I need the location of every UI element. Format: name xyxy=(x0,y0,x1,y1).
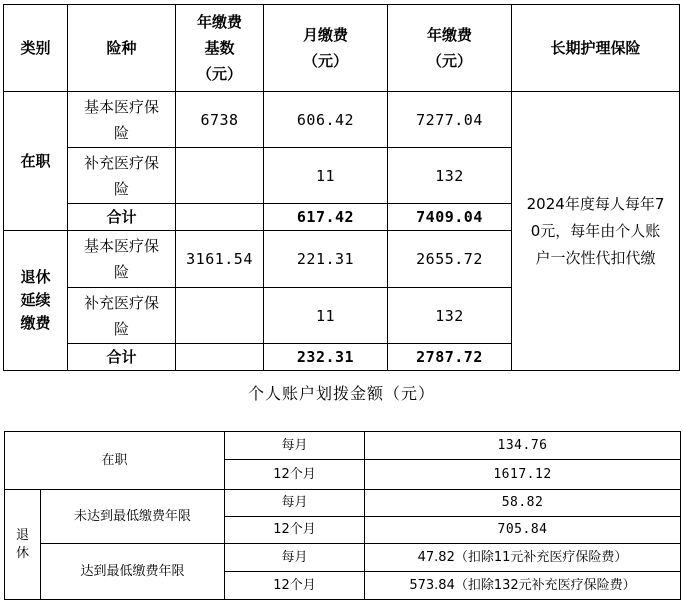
alloc-employed-12-value: 1617.12 xyxy=(365,460,681,490)
header-annual-l2: （元） xyxy=(426,52,472,70)
employed-label: 在职 xyxy=(4,92,68,231)
retired-total-monthly: 232.31 xyxy=(264,344,388,371)
retired-label xyxy=(4,231,68,371)
alloc-retired-l2: 休 xyxy=(15,545,29,561)
employed-basic-annual: 7277.04 xyxy=(388,92,512,148)
header-monthly-l2: （元） xyxy=(302,52,348,70)
retired-label-l3: 缴费 xyxy=(20,314,51,332)
employed-basic-base: 6738 xyxy=(176,92,264,148)
employed-basic-label xyxy=(68,92,176,148)
header-base-l2: 基数 xyxy=(204,39,235,57)
retired-label-l1: 退休 xyxy=(20,268,51,286)
employed-total-annual: 7409.04 xyxy=(388,204,512,231)
retired-supp-label xyxy=(68,288,176,344)
retired-label-l2: 延续 xyxy=(20,291,51,309)
header-monthly xyxy=(264,5,388,92)
retired-basic-monthly: 221.31 xyxy=(264,231,388,288)
header-category: 类别 xyxy=(4,5,68,92)
employed-supp-l2: 险 xyxy=(113,179,129,198)
alloc-reached-monthly-value: 47.82（扣除11元补充医疗保险费） xyxy=(365,544,681,572)
alloc-not-reached-12-value: 705.84 xyxy=(365,517,681,544)
header-annual-l1: 年缴费 xyxy=(426,26,472,44)
retired-total-annual: 2787.72 xyxy=(388,344,512,371)
retired-supp-base xyxy=(176,288,264,344)
header-insurance: 险种 xyxy=(68,5,176,92)
header-ltc: 长期护理保险 xyxy=(512,5,680,92)
retired-total-label: 合计 xyxy=(68,344,176,371)
ltc-note-l1: 2024年度每人每年7 xyxy=(526,194,665,213)
retired-basic-base: 3161.54 xyxy=(176,231,264,288)
alloc-not-reached-monthly-value: 58.82 xyxy=(365,490,681,517)
employed-supp-monthly: 11 xyxy=(264,148,388,204)
alloc-reached-12-value: 573.84（扣除132元补充医疗保险费） xyxy=(365,572,681,600)
alloc-employed-12-label: 12个月 xyxy=(225,460,365,490)
alloc-employed-label: 在职 xyxy=(5,432,225,490)
employed-basic-l1: 基本医疗保 xyxy=(83,97,159,116)
employed-total-label: 合计 xyxy=(68,204,176,231)
header-base-l3: （元） xyxy=(196,65,242,83)
allocation-table xyxy=(4,431,681,600)
premium-table xyxy=(3,4,680,371)
employed-total-base xyxy=(176,204,264,231)
header-base-l1: 年缴费 xyxy=(196,13,242,31)
employed-basic-l2: 险 xyxy=(113,123,129,142)
retired-supp-annual: 132 xyxy=(388,288,512,344)
retired-supp-l1: 补充医疗保 xyxy=(83,293,159,312)
employed-supp-l1: 补充医疗保 xyxy=(83,153,159,172)
ltc-note-l2: 0元，每年由个人账 xyxy=(530,221,661,240)
employed-basic-monthly: 606.42 xyxy=(264,92,388,148)
retired-supp-l2: 险 xyxy=(113,319,129,338)
retired-basic-l1: 基本医疗保 xyxy=(83,237,159,255)
alloc-retired-label xyxy=(5,490,41,600)
alloc-not-reached-12-label: 12个月 xyxy=(225,517,365,544)
employed-supp-label xyxy=(68,148,176,204)
alloc-not-reached-label: 未达到最低缴费年限 xyxy=(41,490,225,544)
retired-basic-annual: 2655.72 xyxy=(388,231,512,288)
alloc-reached-12-label: 12个月 xyxy=(225,572,365,600)
alloc-not-reached-monthly-label: 每月 xyxy=(225,490,365,517)
employed-total-monthly: 617.42 xyxy=(264,204,388,231)
header-monthly-l1: 月缴费 xyxy=(302,26,348,44)
header-base xyxy=(176,5,264,92)
employed-supp-annual: 132 xyxy=(388,148,512,204)
alloc-reached-label: 达到最低缴费年限 xyxy=(41,544,225,600)
retired-supp-monthly: 11 xyxy=(264,288,388,344)
alloc-reached-monthly-label: 每月 xyxy=(225,544,365,572)
header-annual xyxy=(388,5,512,92)
employed-supp-base xyxy=(176,148,264,204)
retired-basic-l2: 险 xyxy=(113,263,129,281)
retired-basic-label xyxy=(68,231,176,288)
alloc-employed-monthly-value: 134.76 xyxy=(365,432,681,460)
retired-total-base xyxy=(176,344,264,371)
alloc-employed-monthly-label: 每月 xyxy=(225,432,365,460)
ltc-note xyxy=(512,92,680,371)
ltc-note-l3: 户一次性代扣代缴 xyxy=(535,248,656,267)
section-subtitle: 个人账户划拨金额（元） xyxy=(247,384,435,403)
alloc-retired-l1: 退 xyxy=(15,527,29,543)
